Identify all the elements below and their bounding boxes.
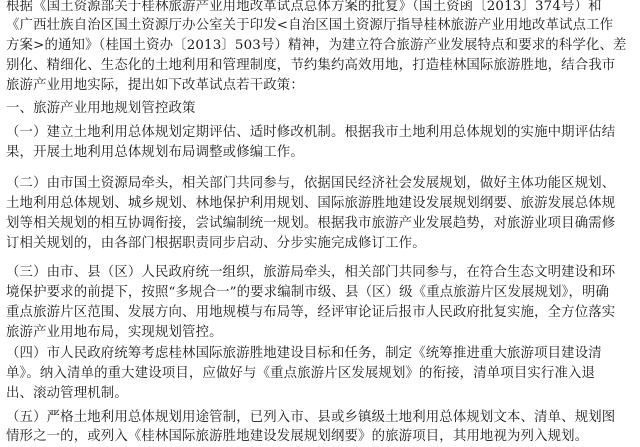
doc-line-11: 划等相关规划的相互协调衔接，尝试编制统一规划。根据我市旅游产业发展趋势，对旅游业项目确需修: [6, 216, 616, 231]
doc-line-8: 果，开展土地利用总体规划布局调整或修编工作。: [6, 145, 304, 160]
doc-line-14: 境保护要求的前提下，按照“多规合一”的要求编制市级、县（区）级《重点旅游片区发展规划》，明确: [6, 285, 610, 300]
doc-line-10: 土地利用总体规划、城乡规划、林地保护利用规划、国际旅游胜地建设发展规划纲要、旅游发展总体规: [6, 196, 616, 211]
doc-line-20: （五）严格土地利用总体规划用途管制，已列入市、县或乡镇级土地利用总体规划文本、清单、规划图: [6, 410, 616, 425]
doc-line-4: 别化、精细化、生态化的土地利用和管理制度，节约集约高效用地，打造桂林国际旅游胜地，结合我市: [6, 58, 616, 73]
doc-line-18: 单》。纳入清单的重大建设项目，应做好与《重点旅游片区发展规划》的衔接，清单项目实行准入退: [6, 366, 596, 381]
doc-line-5: 旅游产业用地实际，提出如下改革试点若干政策：: [6, 78, 304, 93]
doc-line-3: 方案>的通知》（桂国土资办〔2013〕503号）精神，为建立符合旅游产业发展特点和要求的科学化、差: [6, 38, 627, 53]
doc-line-19: 出、滚动管理机制。: [6, 386, 128, 401]
doc-line-16: 旅游产业用地布局，实现规划管控。: [6, 325, 223, 340]
doc-line-7: （一）建立土地利用总体规划定期评估、适时修改机制。根据我市土地利用总体规划的实施中期评估结: [6, 125, 616, 140]
doc-line-21: 情形之一的，或列入《桂林国际旅游胜地建设发展规划纲要》的旅游项目，其用地视为列入规划。: [6, 429, 589, 444]
doc-line-15: 重点旅游片区范围、发展方向、用地规模与布局等，经评审论证后报市人民政府批复实施，全方位落实: [6, 305, 616, 320]
doc-line-13: （三）由市、县（区）人民政府统一组织，旅游局牵头，相关部门共同参与，在符合生态文明建设和环: [6, 265, 616, 280]
doc-line-2: 《广西壮族自治区国土资源厅办公室关于印发<自治区国土资源厅指导桂林旅游产业用地改革试点工作: [6, 18, 614, 33]
section-heading: 一、旅游产业用地规划管控政策: [6, 101, 196, 116]
doc-line-12: 订相关规划的，由各部门根据职责同步启动、分步实施完成修订工作。: [6, 236, 426, 251]
doc-line-9: （二）由市国土资源局牵头，相关部门共同参与，依据国民经济社会发展规划，做好主体功能区规划、: [6, 176, 616, 191]
doc-line-1: 根据《国土资源部关于桂林旅游产业用地改革试点总体方案的批复》（国土资函〔2013〕374号）和: [6, 0, 602, 14]
doc-line-17: （四）市人民政府统筹考虑桂林国际旅游胜地建设目标和任务，制定《统筹推进重大旅游项目建设清: [6, 346, 602, 361]
